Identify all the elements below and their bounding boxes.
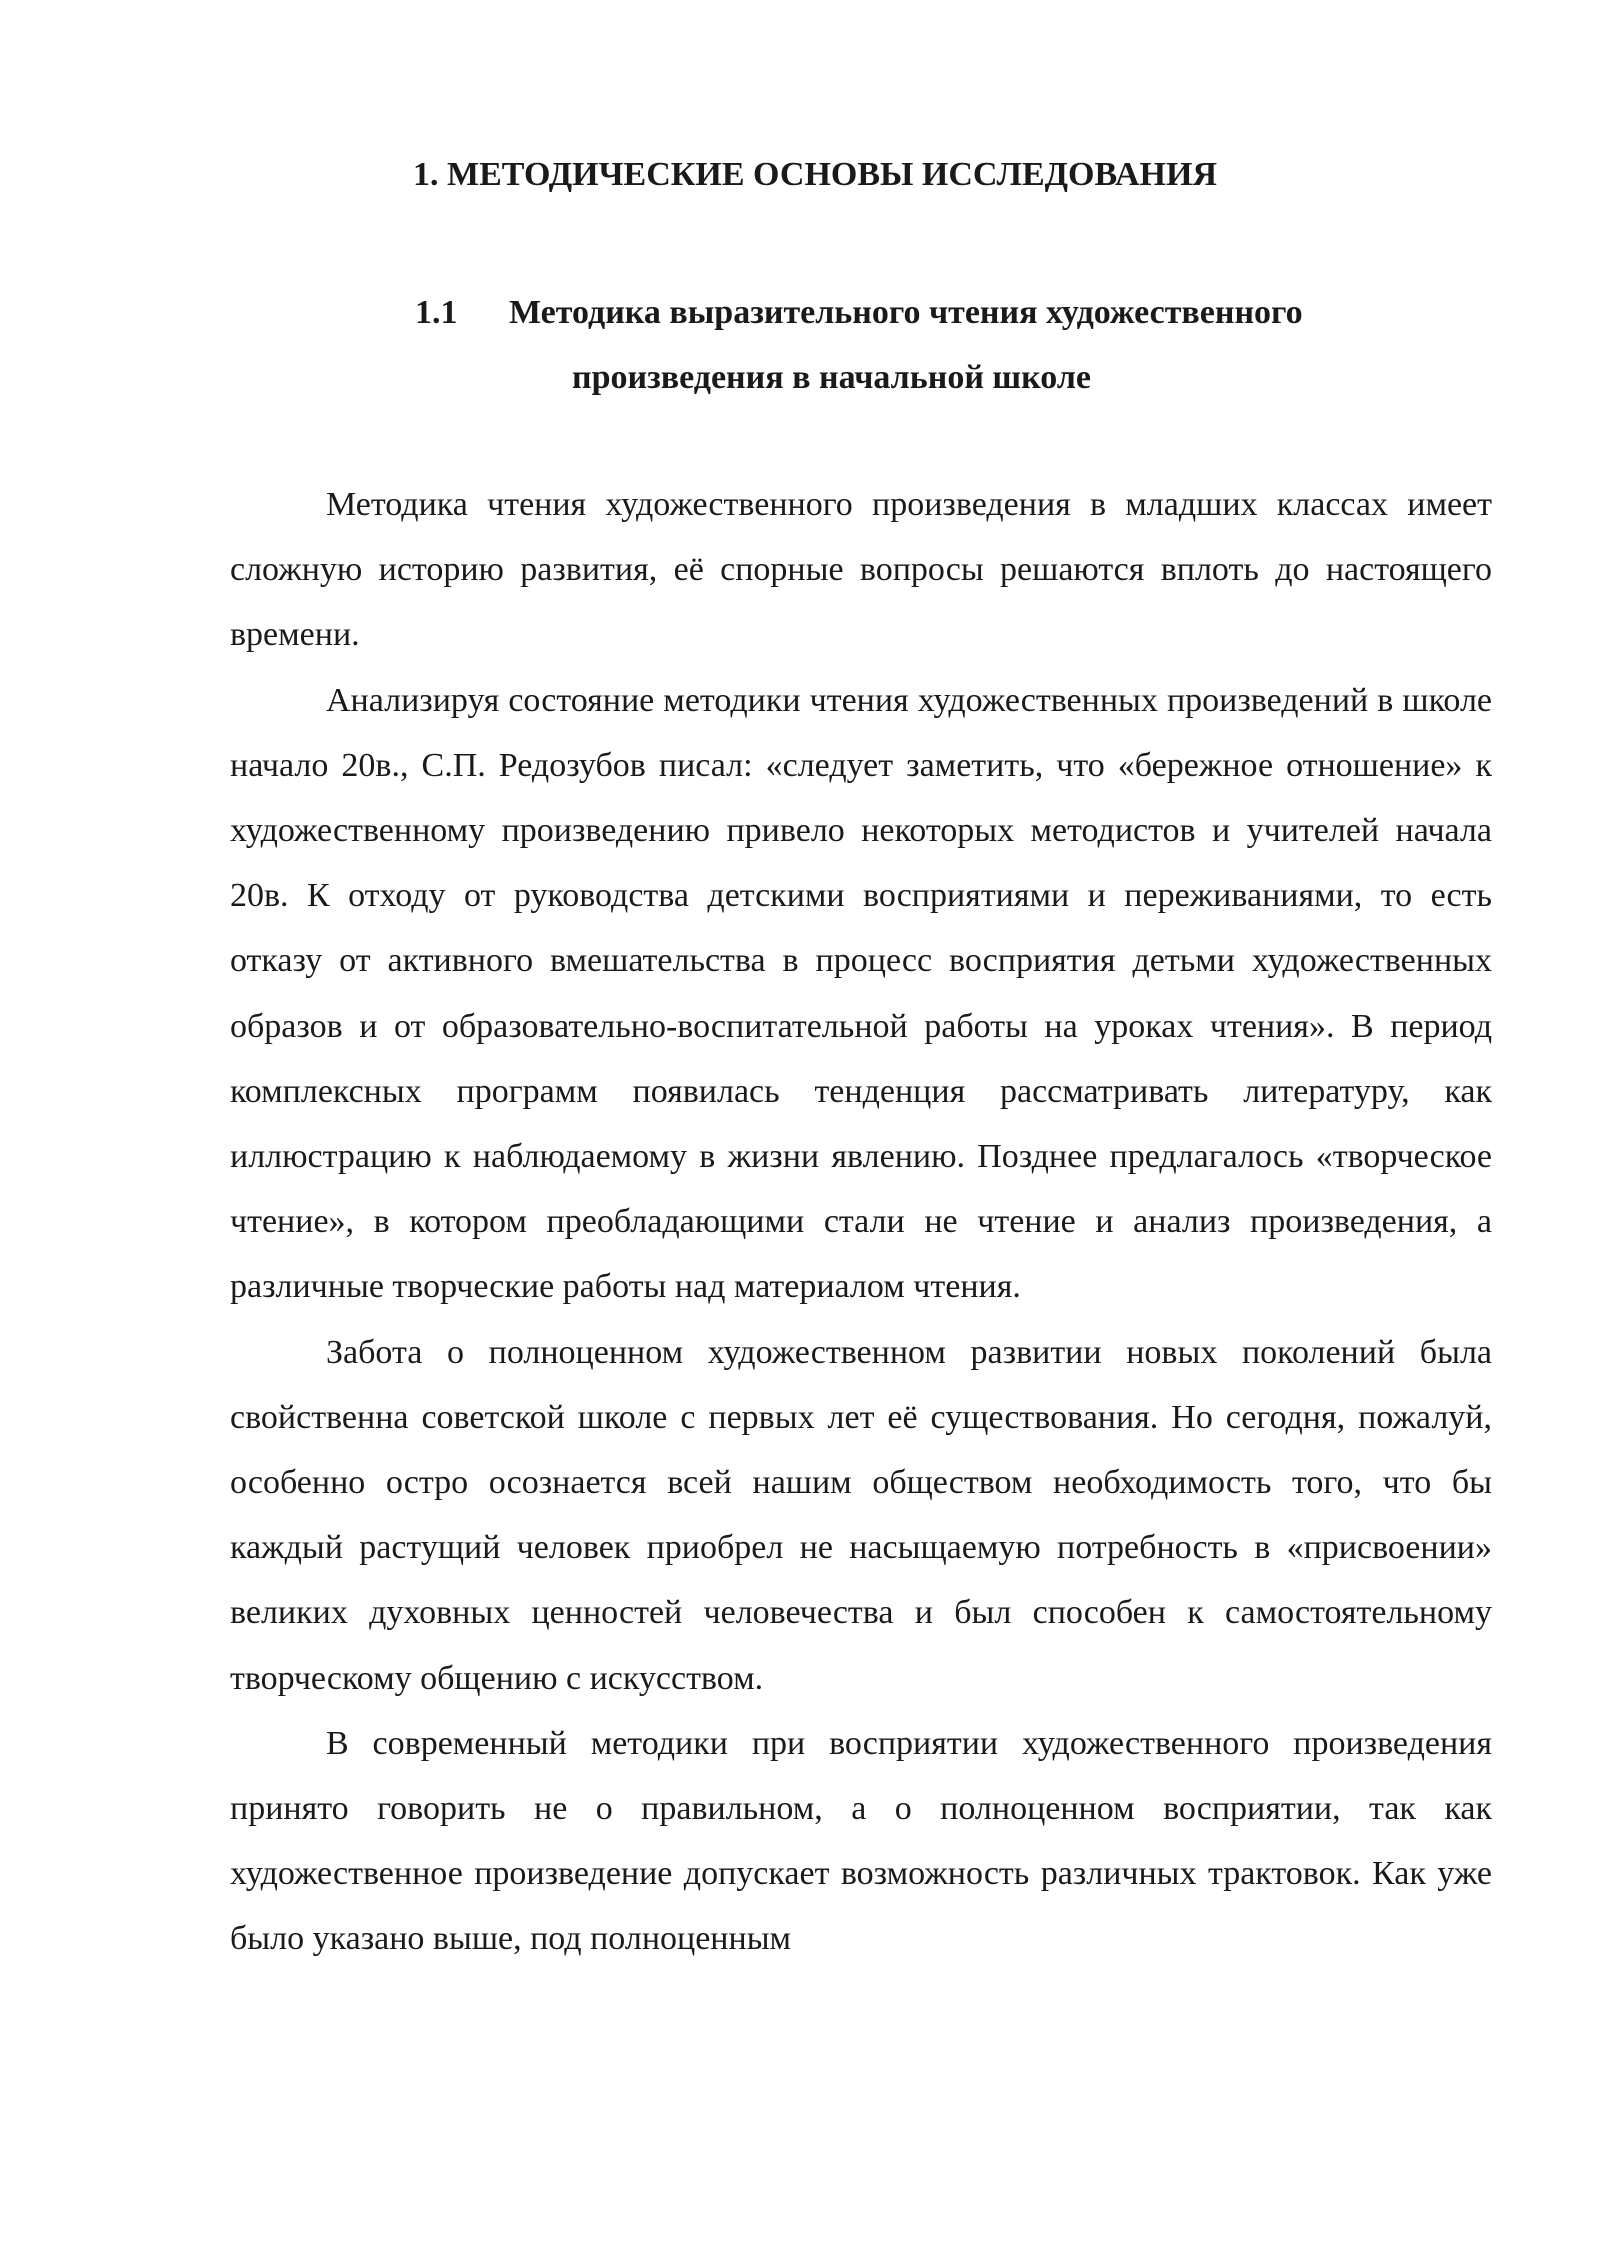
section-title-line-1: Методика выразительного чтения художественного [509,294,1303,331]
paragraph: Анализируя состояние методики чтения художественных произведений в школе начало 20в., С.П. Редозубов писал: «следует заметить, что «бережное отношение» к художественному произведению привело некоторых методистов и учителей начала 20в. К отходу от руководства детскими восприятиями и переживаниями, то есть отказу от активного вмешательства в процесс восприятия детьми художественных образов и от образовательно-воспитательной работы на уроках чтения». В период комплексных программ появилась тенденция рассматривать литературу, как иллюстрацию к наблюдаемому в жизни явлению. Позднее предлагалось «творческое чтение», в котором преобладающими стали не чтение и анализ произведения, а различные творческие работы над материалом чтения. [230,681,1492,1306]
section-number: 1.1 [415,294,458,331]
section-title-line-2: произведения в начальной школе [572,359,1091,396]
paragraph: Забота о полноценном художественном развитии новых поколений была свойственна советской школе с первых лет её существования. Но сегодня, пожалуй, особенно остро осознается всей нашим обществом необходимость того, что бы каждый растущий человек приобрел не насыщаемую потребность в «присвоении» великих духовных ценностей человечества и был способен к самостоятельному творческому общению с искусством. [230,1333,1492,1697]
paragraph: В современный методики при восприятии художественного произведения принято говорить не о правильном, а о полноценном восприятии, так как художественное произведение допускает возможность различных трактовок. Как уже было указано выше, под полноценным [230,1724,1492,1958]
paragraph: Методика чтения художественного произведения в младших классах имеет сложную историю развития, её спорные вопросы решаются вплоть до настоящего времени. [230,486,1492,654]
chapter-title: 1. МЕТОДИЧЕСКИЕ ОСНОВЫ ИССЛЕДОВАНИЯ [412,156,1217,193]
section-heading [415,280,1415,410]
body-text [230,472,1492,1972]
